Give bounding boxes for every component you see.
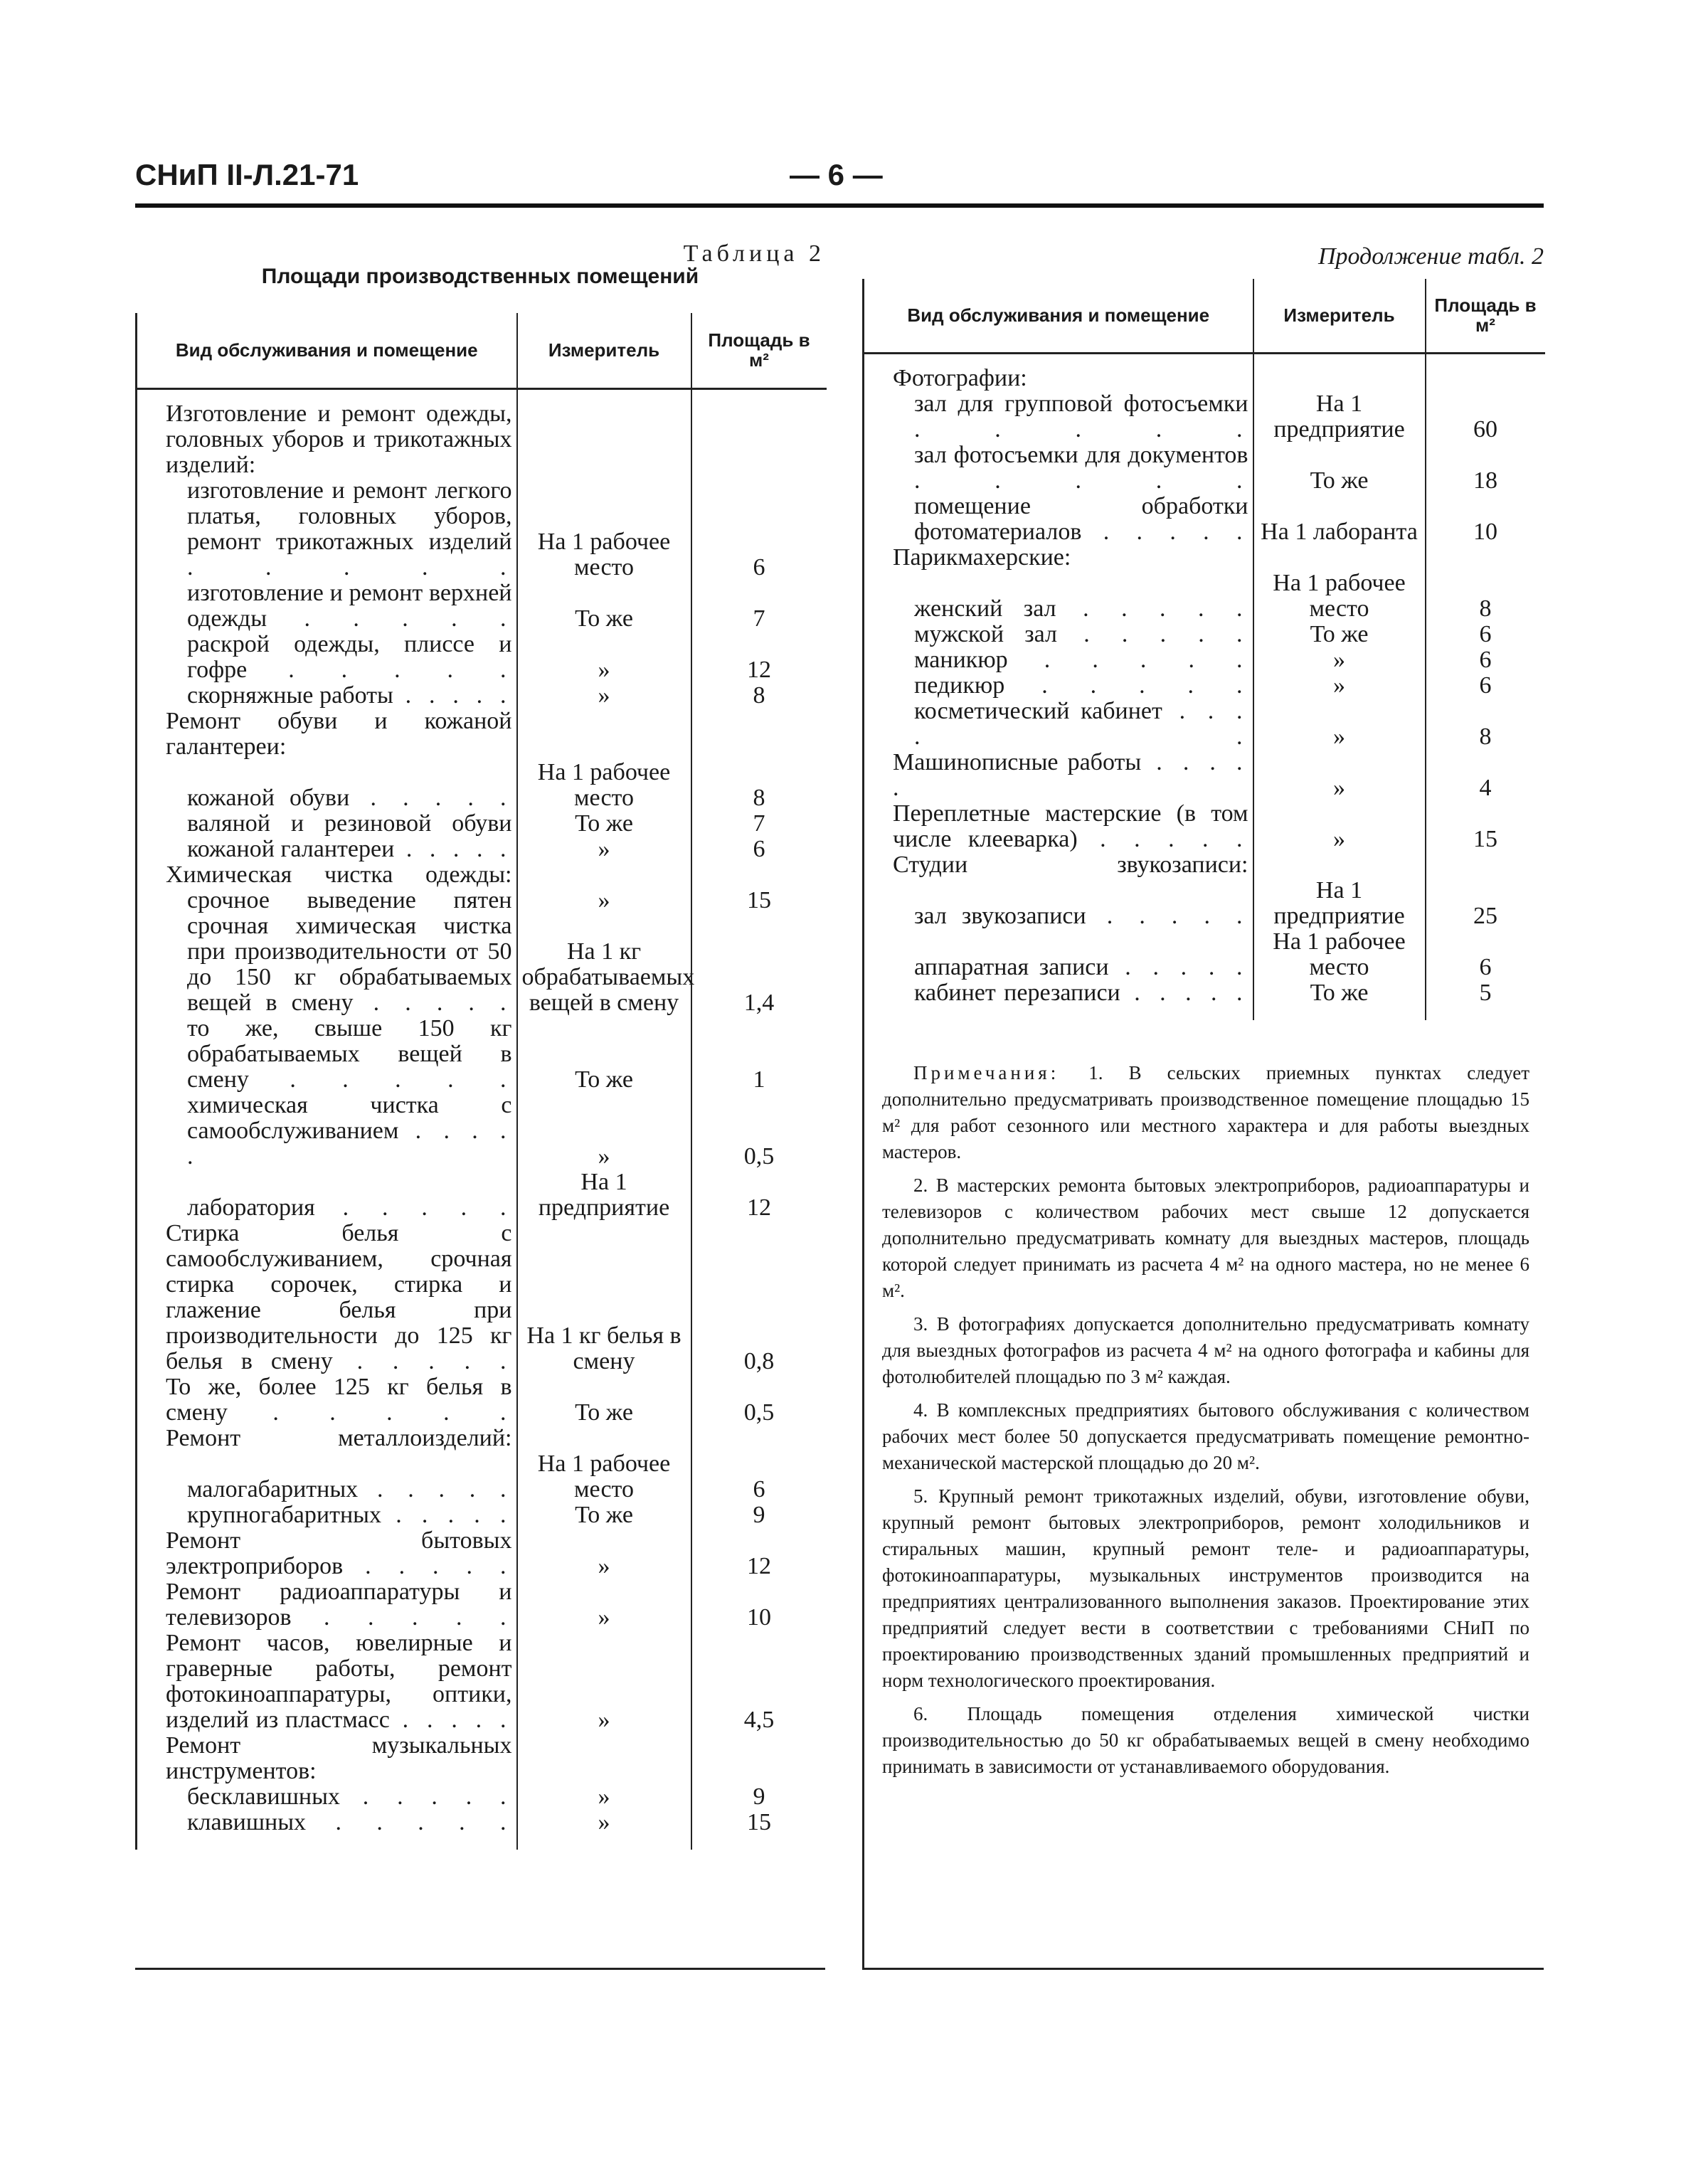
note-text: 6. Площадь помещения отделения химической чистки производительностью до 50 кг обрабатываемых вещей в смену необходимо принимать в зависимости от устанавливаемого оборудования.: [882, 1703, 1529, 1777]
row-area: [691, 709, 827, 760]
row-unit: [517, 1733, 691, 1784]
table-row: [864, 699, 1545, 750]
row-unit: »: [1253, 801, 1426, 852]
note-text: 5. Крупный ремонт трикотажных изделий, обуви, изготовление обуви, крупный ремонт бытовых электроприборов, ремонт холодильников и стиральных машин, крупный ремонт теле- и радиоаппаратуры, фотокиноаппаратуры, музыкальных инструментов производится на предприятиях централизованного выполнения заказов. Проектирование этих предприятий следует вести в соответствии с требованиями СНиП по проектированию производственных зданий промышленных предприятий и норм технологического проектирования.: [882, 1485, 1529, 1691]
row-area: 0,5: [691, 1374, 827, 1426]
row-area: 1: [691, 1016, 827, 1093]
row-unit: »: [517, 683, 691, 709]
row-unit: »: [1253, 750, 1426, 801]
row-area: 5: [1426, 980, 1545, 1006]
row-area: 6: [691, 478, 827, 581]
leader-dots: . . . . .: [332, 1348, 512, 1374]
header-rule: [135, 203, 1544, 208]
table-row: [864, 980, 1545, 1006]
row-description: [864, 366, 1253, 391]
leader-dots: . . . . .: [1077, 826, 1248, 852]
row-description-text: маникюр: [914, 647, 1008, 673]
row-unit: То же: [1253, 980, 1426, 1006]
row-description: [137, 1579, 517, 1631]
row-area: [691, 862, 827, 888]
row-area: 6: [1426, 673, 1545, 699]
row-description: [864, 929, 1253, 980]
row-description-text: Ремонт обуви и кожаной галантереи:: [166, 708, 512, 760]
table-row: [137, 811, 827, 837]
row-description-text: кожаной галантереи: [187, 836, 395, 862]
row-description-text: лаборатория: [187, 1194, 315, 1221]
row-unit: »: [1253, 673, 1426, 699]
leader-dots: . . . . .: [1120, 980, 1248, 1006]
row-description: [864, 494, 1253, 545]
row-area: 8: [691, 760, 827, 811]
row-area: 12: [691, 1170, 827, 1221]
notes-section: [882, 1060, 1529, 1787]
table-bottom-rule: [135, 1968, 825, 1970]
row-area: 25: [1426, 878, 1545, 929]
row-area: 9: [691, 1502, 827, 1528]
table-row: [137, 683, 827, 709]
row-unit: На 1 предприятие: [517, 1170, 691, 1221]
table-row: [137, 1451, 827, 1502]
table-row: [137, 632, 827, 683]
table-continuation-label: Продолжение табл. 2: [1317, 243, 1544, 270]
leader-dots: . . . . .: [381, 1502, 512, 1528]
table-row: [137, 1579, 827, 1631]
table-row: [864, 545, 1545, 571]
note-text: 1. В сельских приемных пунктах следует дополнительно предусматривать производственное помещение площадью 15 м² для работ сезонного или местного характера и для работы выездных мастеров.: [882, 1062, 1529, 1162]
page-number: — 6 —: [790, 158, 883, 191]
row-description: [864, 801, 1253, 852]
leader-dots: . . . . .: [1057, 621, 1248, 647]
row-area: [1426, 852, 1545, 878]
table-row: [137, 1631, 827, 1733]
row-description: [864, 673, 1253, 699]
row-description: [137, 581, 517, 632]
row-description-text: кожаной обуви: [187, 785, 350, 811]
row-description-text: Изготовление и ремонт одежды, головных уборов и трикотажных изделий:: [166, 401, 512, 478]
row-description-text: химическая чистка с самообслуживанием: [187, 1092, 512, 1144]
row-description: [864, 571, 1253, 622]
row-unit: На 1 рабочее место: [1253, 929, 1426, 980]
note-item: [882, 1172, 1529, 1304]
row-unit: »: [517, 1784, 691, 1810]
row-description: [137, 1451, 517, 1502]
row-area: 7: [691, 811, 827, 837]
row-unit: То же: [1253, 622, 1426, 647]
row-area: 6: [1426, 622, 1545, 647]
leader-dots: . . . . .: [343, 1553, 512, 1579]
leader-dots: . . . . .: [914, 698, 1248, 750]
leader-dots: . . . . .: [1081, 519, 1248, 545]
row-description: [137, 1170, 517, 1221]
row-description-text: клавишных: [187, 1809, 307, 1835]
row-description-text: Ремонт радиоаппаратуры и телевизоров: [166, 1579, 512, 1631]
row-area: 6: [691, 1451, 827, 1502]
leader-dots: . . . . .: [358, 1476, 512, 1502]
row-description: [137, 888, 517, 913]
row-unit: На 1 рабочее место: [517, 1451, 691, 1502]
row-description: [137, 1374, 517, 1426]
row-area: 10: [1426, 494, 1545, 545]
column-header: Площадь в м²: [691, 313, 827, 388]
row-unit: »: [517, 888, 691, 913]
row-area: 9: [691, 1784, 827, 1810]
row-description-text: педикюр: [914, 672, 1005, 699]
table-number: Таблица 2: [683, 240, 825, 267]
row-unit: То же: [517, 811, 691, 837]
row-description: [137, 1502, 517, 1528]
row-description-text: Химическая чистка одежды:: [166, 862, 512, 888]
row-description: [864, 699, 1253, 750]
row-description: [137, 1426, 517, 1451]
row-area: [1426, 545, 1545, 571]
leader-dots: . . . . .: [248, 1066, 512, 1093]
row-unit: То же: [1253, 442, 1426, 494]
row-area: 12: [691, 1528, 827, 1579]
row-description-text: зал для групповой фотосъемки: [914, 391, 1248, 417]
row-description-text: помещение обработки фотоматериалов: [914, 493, 1248, 545]
header-rule: [137, 388, 827, 401]
leader-dots: . . . . .: [389, 1707, 512, 1733]
row-description: [864, 391, 1253, 442]
row-unit: »: [517, 1579, 691, 1631]
row-description: [137, 1784, 517, 1810]
leader-dots: . . . . .: [893, 749, 1248, 801]
table-row: [137, 888, 827, 913]
column-header: Измеритель: [517, 313, 691, 388]
notes-label: Примечания:: [913, 1062, 1089, 1083]
table-row: [864, 442, 1545, 494]
row-description-text: косметический кабинет: [914, 698, 1162, 724]
table-padding: [864, 1006, 1545, 1020]
page-header: [135, 158, 1544, 208]
row-description-text: Ремонт музыкальных инструментов:: [166, 1732, 512, 1784]
row-description: [864, 980, 1253, 1006]
table-row: [137, 913, 827, 1016]
row-description-text: кабинет перезаписи: [914, 980, 1120, 1006]
note-item: [882, 1311, 1529, 1390]
row-unit: На 1 рабочее место: [517, 478, 691, 581]
row-unit: [517, 1426, 691, 1451]
row-description: [864, 545, 1253, 571]
row-unit: [1253, 366, 1426, 391]
table-row: [137, 760, 827, 811]
table-right: [862, 279, 1545, 1020]
table-row: [137, 1810, 827, 1835]
row-unit: [1253, 852, 1426, 878]
leader-dots: . . . . .: [227, 1399, 512, 1426]
table-row: [864, 647, 1545, 673]
table-row: [137, 862, 827, 888]
row-description: [137, 401, 517, 478]
row-area: 6: [691, 837, 827, 862]
row-description-text: срочная химическая чистка при производительности от 50 до 150 кг обрабатываемых вещей в смену: [187, 913, 512, 1016]
leader-dots: . . . . .: [339, 1783, 512, 1810]
table-row: [137, 581, 827, 632]
row-description: [864, 878, 1253, 929]
row-unit: То же: [517, 1374, 691, 1426]
row-description: [137, 1810, 517, 1835]
row-area: 12: [691, 632, 827, 683]
row-unit: »: [517, 1810, 691, 1835]
row-unit: На 1 рабочее место: [517, 760, 691, 811]
row-area: 8: [1426, 571, 1545, 622]
row-unit: »: [517, 632, 691, 683]
row-area: [691, 401, 827, 478]
leader-dots: . . . . .: [1007, 647, 1248, 673]
row-description: [137, 1733, 517, 1784]
row-unit: »: [517, 837, 691, 862]
column-header: Измеритель: [1253, 279, 1426, 353]
row-area: 4,5: [691, 1631, 827, 1733]
row-description-text: Ремонт бытовых электроприборов: [166, 1527, 512, 1579]
leader-dots: . . . . .: [914, 467, 1248, 494]
row-description-text: изготовление и ремонт верхней одежды: [187, 580, 512, 632]
row-area: [691, 1733, 827, 1784]
row-area: 15: [1426, 801, 1545, 852]
row-description-text: Студии звукозаписи:: [893, 852, 1248, 878]
row-description-text: изготовление и ремонт легкого платья, головных уборов, ремонт трикотажных изделий: [187, 477, 512, 555]
row-unit: На 1 рабочее место: [1253, 571, 1426, 622]
table-title: Площади производственных помещений: [261, 265, 699, 288]
table-row: [864, 366, 1545, 391]
column-header: Вид обслуживания и помещение: [864, 279, 1253, 353]
row-area: 0,8: [691, 1221, 827, 1374]
table-row: [864, 391, 1545, 442]
row-description-text: то же, свыше 150 кг обрабатываемых вещей в смену: [187, 1015, 512, 1093]
leader-dots: . . . . .: [267, 605, 512, 632]
row-description: [137, 683, 517, 709]
row-unit: »: [517, 1093, 691, 1170]
row-unit: На 1 кг обрабатываемых вещей в смену: [517, 913, 691, 1016]
column-header: Вид обслуживания и помещение: [137, 313, 517, 388]
note-text: 3. В фотографиях допускается дополнительно предусматривать комнату для выездных фотографов из расчета 4 м² на одного фотографа и кабины для фотолюбителей площадью по 3 м² каждая.: [882, 1313, 1529, 1387]
row-unit: [517, 862, 691, 888]
leader-dots: . . . . .: [187, 1118, 512, 1170]
table-row: [137, 1426, 827, 1451]
table-header-row: [864, 279, 1545, 353]
document-code: СНиП II-Л.21-71: [135, 158, 359, 191]
notes-bottom-rule: [862, 1968, 1544, 1970]
row-description: [864, 852, 1253, 878]
table-padding: [137, 1835, 827, 1850]
leader-dots: . . . . .: [1108, 954, 1248, 980]
table-row: [864, 929, 1545, 980]
row-unit: [1253, 545, 1426, 571]
table-row: [137, 401, 827, 478]
table-left: [135, 313, 827, 1850]
row-unit: »: [1253, 699, 1426, 750]
row-description: [137, 862, 517, 888]
row-description-text: бесклавишных: [187, 1783, 340, 1810]
row-description: [864, 622, 1253, 647]
row-description: [864, 647, 1253, 673]
row-area: 15: [691, 888, 827, 913]
table-row: [137, 1221, 827, 1374]
table-row: [137, 1502, 827, 1528]
table-row: [137, 709, 827, 760]
row-unit: На 1 лаборанта: [1253, 494, 1426, 545]
row-area: 10: [691, 1579, 827, 1631]
row-description-text: зал звукозаписи: [914, 903, 1086, 929]
table-row: [864, 750, 1545, 801]
notes-border: [862, 1003, 864, 1969]
row-description-text: Ремонт часов, ювелирные и граверные работы, ремонт фотокиноаппаратуры, оптики, изделий из пластмасс: [166, 1630, 512, 1733]
row-description: [864, 750, 1253, 801]
table-header-row: [137, 313, 827, 388]
row-description: [137, 1221, 517, 1374]
row-description-text: скорняжные работы: [187, 682, 393, 709]
row-area: [691, 1426, 827, 1451]
table-row: [137, 1374, 827, 1426]
table-row: [864, 801, 1545, 852]
table-row: [864, 852, 1545, 878]
table-body-right: [864, 353, 1545, 1020]
table-row: [864, 622, 1545, 647]
row-area: 7: [691, 581, 827, 632]
note-item: [882, 1060, 1529, 1165]
leader-dots: . . . . .: [1056, 595, 1248, 622]
row-area: 1,4: [691, 913, 827, 1016]
row-description-text: валяной и резиновой обуви: [187, 810, 512, 837]
table-row: [137, 478, 827, 581]
row-description: [137, 1631, 517, 1733]
table-row: [137, 1784, 827, 1810]
row-description: [137, 478, 517, 581]
row-area: 18: [1426, 442, 1545, 494]
leader-dots: . . . . .: [314, 1194, 512, 1221]
row-description: [864, 442, 1253, 494]
row-description-text: раскрой одежды, плиссе и гофре: [187, 631, 512, 683]
note-item: [882, 1397, 1529, 1476]
row-description: [137, 1016, 517, 1093]
leader-dots: . . . . .: [914, 416, 1248, 442]
row-description-text: То же, более 125 кг белья в смену: [166, 1374, 512, 1426]
row-description: [137, 837, 517, 862]
row-description-text: Ремонт металлоизделий:: [166, 1425, 512, 1451]
row-unit: [517, 401, 691, 478]
row-area: 8: [1426, 699, 1545, 750]
table-row: [864, 673, 1545, 699]
leader-dots: . . . . .: [291, 1604, 512, 1631]
row-description-text: зал фотосъемки для документов: [914, 442, 1248, 468]
row-unit: На 1 предприятие: [1253, 391, 1426, 442]
row-description-text: аппаратная записи: [914, 954, 1109, 980]
row-area: 6: [1426, 647, 1545, 673]
row-area: [1426, 366, 1545, 391]
row-description: [137, 913, 517, 1016]
row-unit: »: [517, 1528, 691, 1579]
leader-dots: . . . . .: [353, 990, 512, 1016]
row-unit: [517, 709, 691, 760]
table-row: [137, 1016, 827, 1093]
leader-dots: . . . . .: [247, 657, 512, 683]
note-text: 2. В мастерских ремонта бытовых электроприборов, радиоаппаратуры и телевизоров с количеством рабочих мест свыше 12 допускается дополнительно предусматривать комнату для выездных мастеров, площадь которой следует принимать из расчета 4 м² на одного мастера, но не менее 6 м².: [882, 1175, 1529, 1301]
row-description: [137, 709, 517, 760]
row-description: [137, 811, 517, 837]
table-row: [137, 1733, 827, 1784]
leader-dots: . . . . .: [393, 682, 512, 709]
row-description-text: Фотографии:: [893, 365, 1027, 391]
note-text: 4. В комплексных предприятиях бытового обслуживания с количеством рабочих мест более 50 допускается предусматривать помещение ремонтно-механической мастерской площадью до 20 м².: [882, 1399, 1529, 1473]
row-area: 60: [1426, 391, 1545, 442]
row-unit: На 1 кг белья в смену: [517, 1221, 691, 1374]
leader-dots: . . . . .: [349, 785, 512, 811]
leader-dots: . . . . .: [306, 1809, 512, 1835]
row-description: [137, 632, 517, 683]
leader-dots: . . . . .: [187, 554, 512, 581]
row-description-text: Стирка белья с самообслуживанием, срочная стирка сорочек, стирка и глажение белья при производительности до 125 кг белья в смену: [166, 1220, 512, 1374]
row-description-text: мужской зал: [914, 621, 1058, 647]
row-description-text: Машинописные работы: [893, 749, 1142, 775]
table-row: [137, 1093, 827, 1170]
row-area: 0,5: [691, 1093, 827, 1170]
row-area: 15: [691, 1810, 827, 1835]
table-row: [864, 878, 1545, 929]
row-unit: »: [517, 1631, 691, 1733]
row-description: [137, 1528, 517, 1579]
row-description-text: срочное выведение пятен: [187, 887, 512, 913]
row-description-text: Переплетные мастерские (в том числе клееварка): [893, 800, 1248, 852]
row-unit: »: [1253, 647, 1426, 673]
leader-dots: . . . . .: [394, 836, 512, 862]
table-row: [864, 571, 1545, 622]
row-area: 4: [1426, 750, 1545, 801]
note-item: [882, 1701, 1529, 1780]
table-row: [137, 1528, 827, 1579]
row-description-text: малогабаритных: [187, 1476, 359, 1502]
header-rule: [864, 353, 1545, 366]
column-header: Площадь в м²: [1426, 279, 1545, 353]
row-description: [137, 1093, 517, 1170]
row-unit: То же: [517, 1016, 691, 1093]
table-row: [137, 837, 827, 862]
note-item: [882, 1483, 1529, 1694]
row-area: 8: [691, 683, 827, 709]
row-description-text: Парикмахерские:: [893, 544, 1071, 571]
leader-dots: . . . . .: [1004, 672, 1248, 699]
row-description: [137, 760, 517, 811]
row-unit: То же: [517, 581, 691, 632]
row-unit: То же: [517, 1502, 691, 1528]
row-unit: На 1 предприятие: [1253, 878, 1426, 929]
table-row: [864, 494, 1545, 545]
row-area: 6: [1426, 929, 1545, 980]
row-description-text: женский зал: [914, 595, 1056, 622]
table-row: [137, 1170, 827, 1221]
row-description-text: крупногабаритных: [187, 1502, 381, 1528]
table-body-left: [137, 388, 827, 1850]
leader-dots: . . . . .: [1086, 903, 1248, 929]
